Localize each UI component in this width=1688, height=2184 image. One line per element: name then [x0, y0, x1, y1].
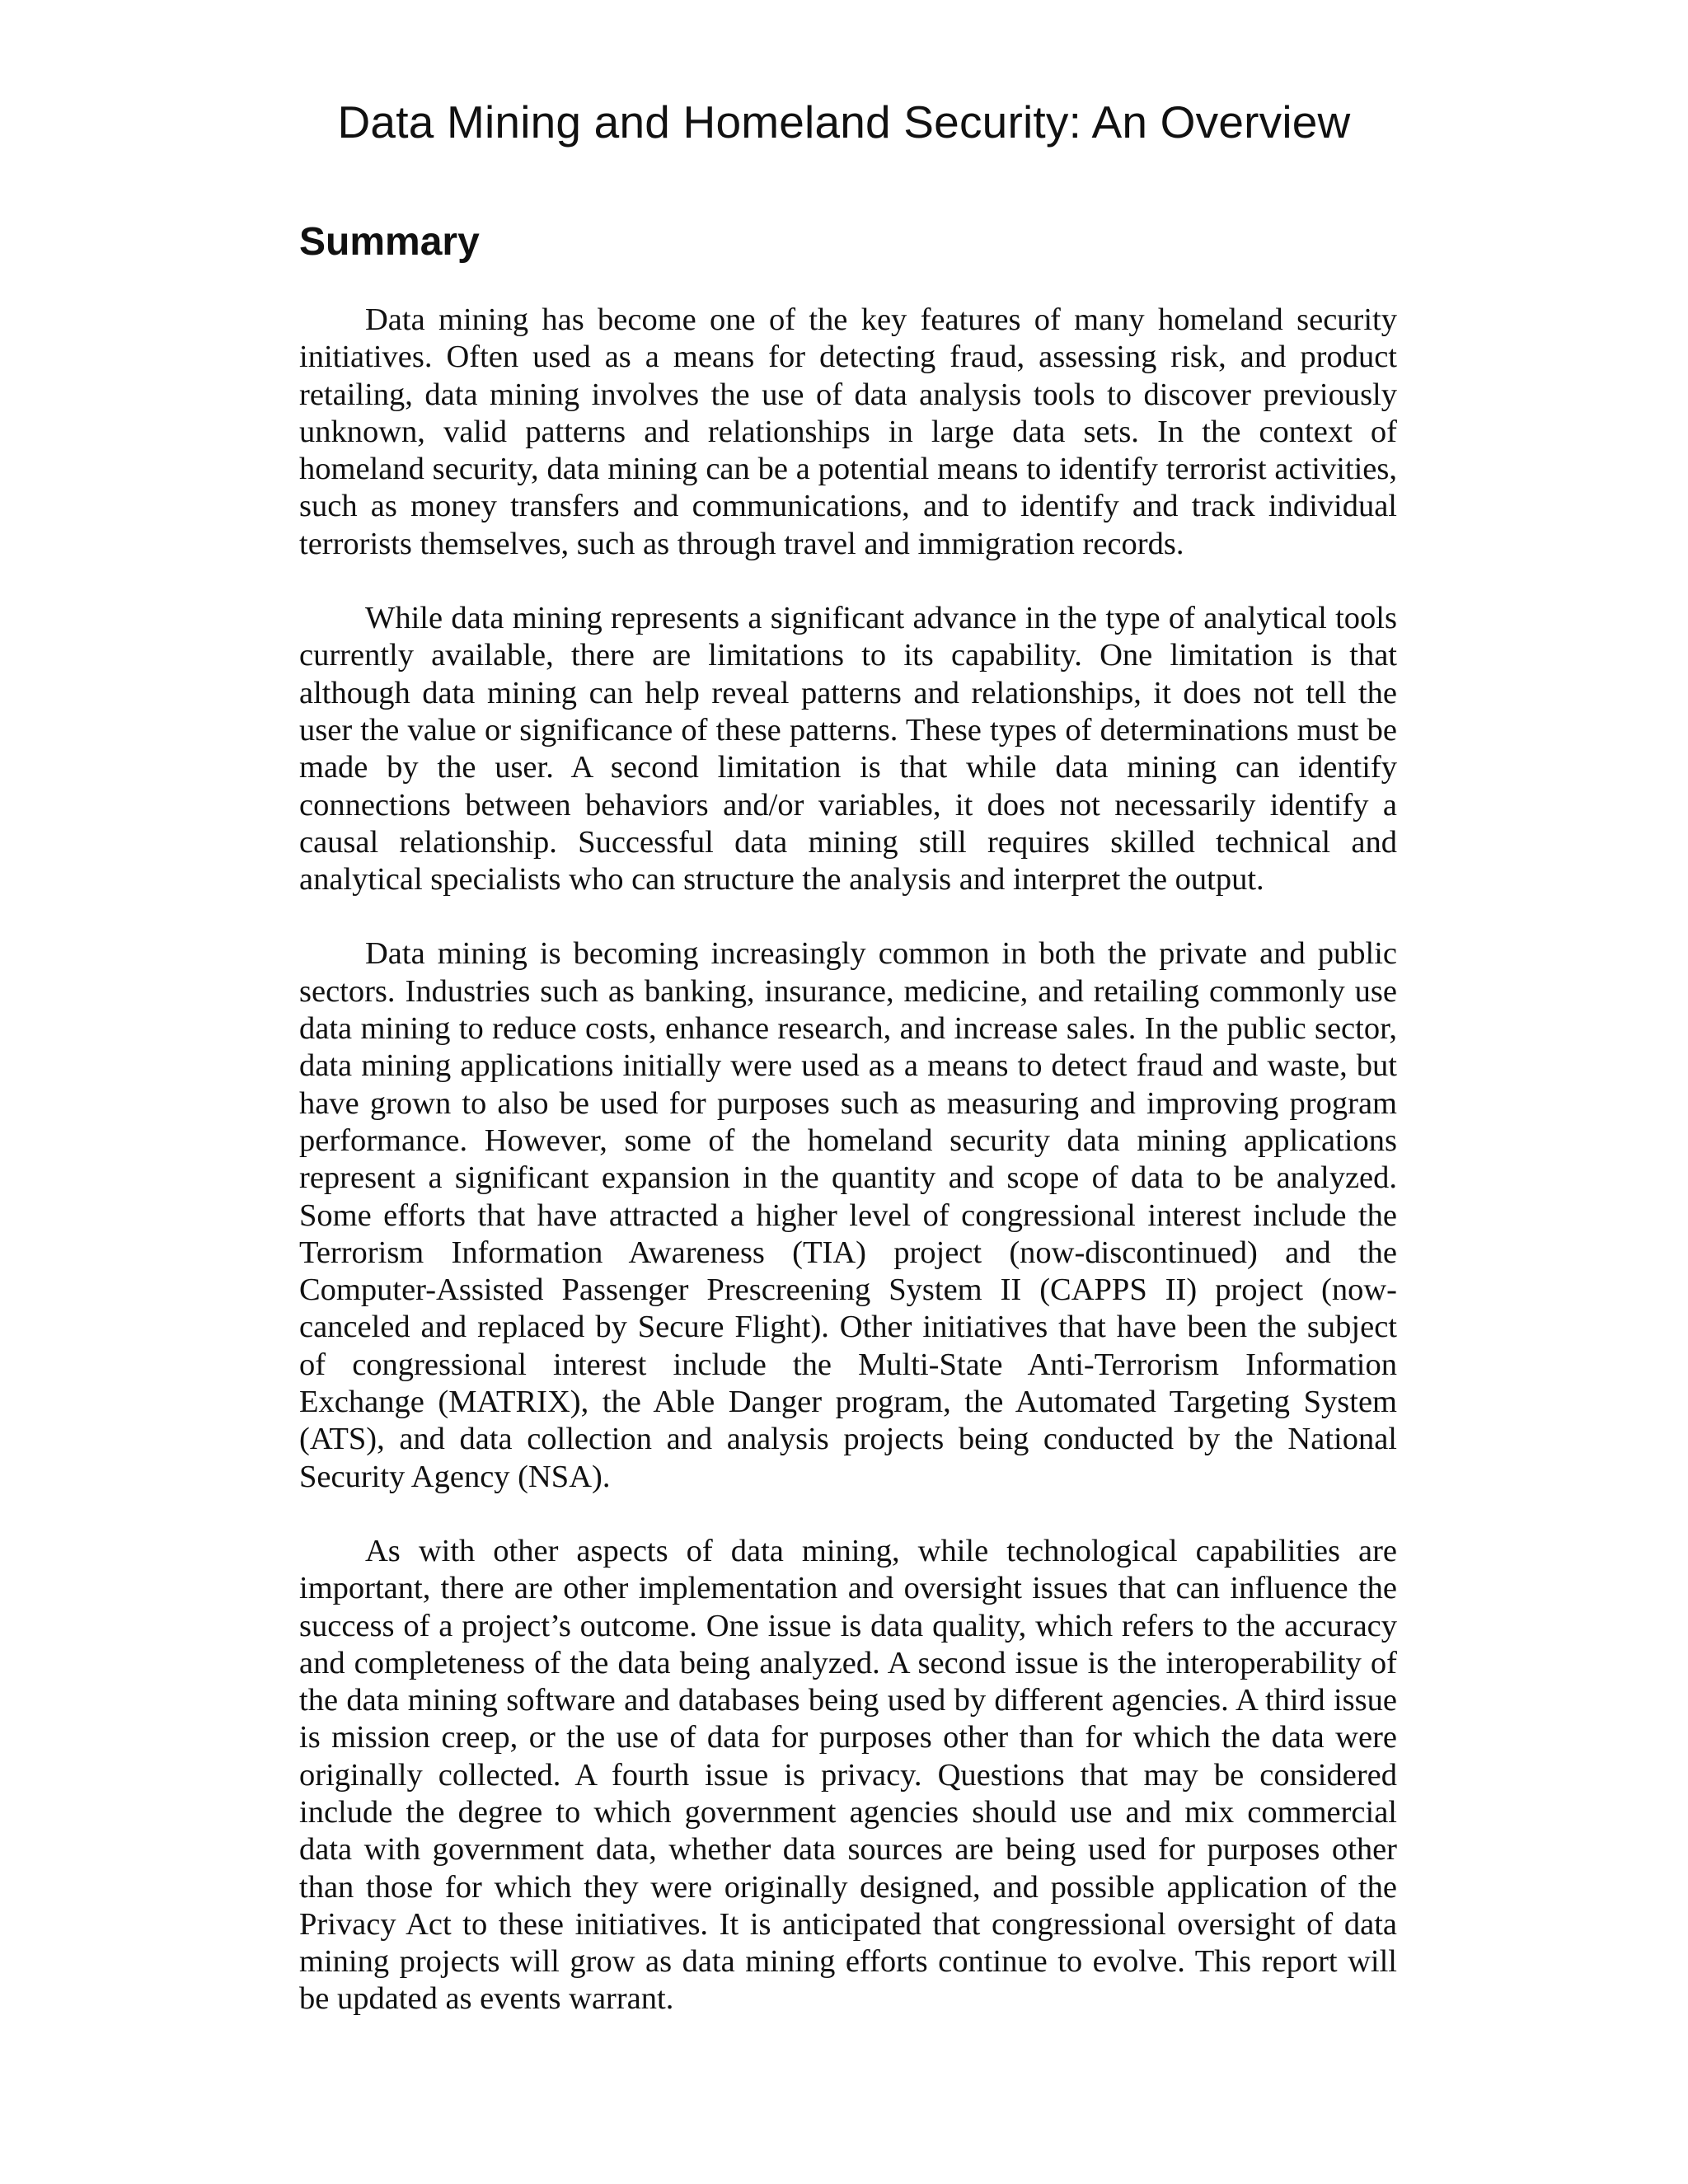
summary-paragraph-3: Data mining is becoming increasingly common in both the private and public sectors. Industries such as banking, insurance, medicine, and retailing commonly use data mining to reduce costs, enhance research, and increase sales. In the public sector, data mining applications initially were used as a means to detect fraud and waste, but have grown to also be used for purposes such as measuring and improving program performance. However, some of the homeland security data mining applications represent a significant expansion in the quantity and scope of data to be analyzed. Some efforts that have attracted a higher level of congressional interest include the Terrorism Information Awareness (TIA) project (now-discontinued) and the Computer-Assisted Passenger Prescreening System II (CAPPS II) project (now-canceled and replaced by Secure Flight). Other initiatives that have been the subject of congressional interest include the Multi-State Anti-Terrorism Information Exchange (MATRIX), the Able Danger program, the Automated Targeting System (ATS), and data collection and analysis projects being conducted by the National Security Agency (NSA).	[299, 936, 1397, 1494]
summary-paragraph-2: While data mining represents a significant advance in the type of analytical tools currently available, there are limitations to its capability. One limitation is that although data mining can help reveal patterns and relationships, it does not tell the user the value or significance of these patterns. These types of determinations must be made by the user. A second limitation is that while data mining can identify connections between behaviors and/or variables, it does not necessarily identify a causal relationship. Successful data mining still requires skilled technical and analytical specialists who can structure the analysis and interpret the output.	[299, 601, 1397, 898]
summary-body	[299, 302, 1397, 2055]
summary-paragraph-1: Data mining has become one of the key features of many homeland security initiatives. Often used as a means for detecting fraud, assessing risk, and product retailing, data mining involves the use of data analysis tools to discover previously unknown, valid patterns and relationships in large data sets. In the context of homeland security, data mining can be a potential means to identify terrorist activities, such as money transfers and communications, and to identify and track individual terrorists themselves, such as through travel and immigration records.	[299, 302, 1397, 561]
section-heading-summary: Summary	[299, 220, 480, 264]
summary-paragraph-4: As with other aspects of data mining, while technological capabilities are important, there are other implementation and oversight issues that can influence the success of a project’s outcome. One issue is data quality, which refers to the accuracy and completeness of the data being analyzed. A second issue is the interoperability of the data mining software and databases being used by different agencies. A third issue is mission creep, or the use of data for purposes other than for which the data were originally collected. A fourth issue is privacy. Questions that may be considered include the degree to which government agencies should use and mix commercial data with government data, whether data sources are being used for purposes other than those for which they were originally designed, and possible application of the Privacy Act to these initiatives. It is anticipated that congressional oversight of data mining projects will grow as data mining efforts continue to evolve. This report will be updated as events warrant.	[299, 1533, 1397, 2017]
report-title: Data Mining and Homeland Security: An Overview	[337, 96, 1351, 148]
